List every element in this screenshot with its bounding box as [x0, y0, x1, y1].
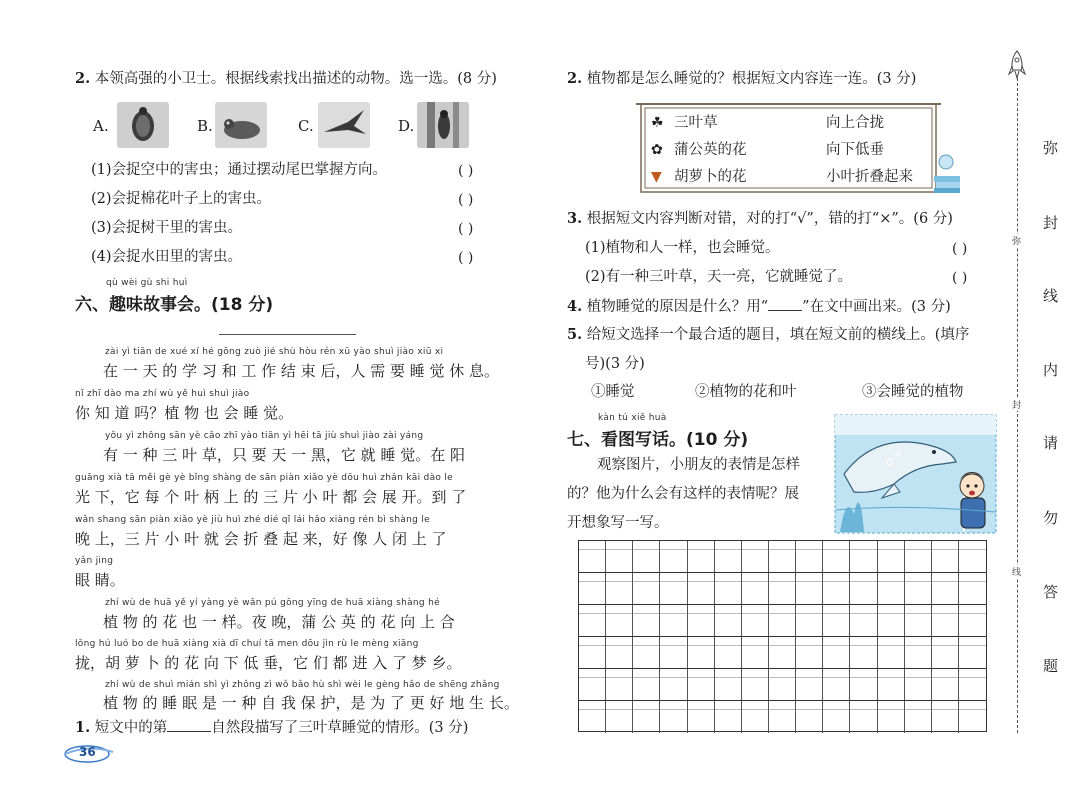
seal-char-7: 答: [1043, 583, 1059, 601]
section-6-title: 六、趣味故事会。(18 分): [75, 295, 274, 315]
grid-row[interactable]: [579, 637, 986, 669]
writing-grid[interactable]: [578, 540, 987, 732]
title-option-3[interactable]: ③会睡觉的植物: [862, 384, 964, 400]
seal-small-2: 封: [1012, 398, 1021, 411]
match-left-3[interactable]: 胡萝卜的花: [674, 169, 747, 185]
clue-3: (3)会捉树干里的害虫。: [91, 220, 243, 236]
passage-pinyin-7: zhí wù de huā yě yí yàng yè wǎn pú gōng yīng de huā xiàng shàng hé: [105, 598, 440, 608]
option-c-label: C.: [298, 117, 314, 135]
passage-pinyin-8: lǒng hú luó bo de huā xiàng xià dī chuí tā men dōu jìn rù le mèng xiāng: [75, 639, 419, 649]
passage-pinyin-3: yǒu yì zhǒng sān yè cǎo zhī yào tiān yì hēi tā jiù shuì jiào zài yáng: [105, 431, 424, 441]
seal-char-2: 封: [1043, 214, 1059, 232]
dandelion-icon: ✿: [651, 142, 663, 158]
swallow-photo-icon: [318, 102, 370, 148]
passage-line-4: 光 下，它 每 个 叶 柄 上 的 三 片 小 叶 都 会 展 开。到 了: [75, 488, 467, 506]
prompt-line-2: 的？他为什么会有这样的表情呢？展: [567, 486, 799, 502]
passage-line-7: 植 物 的 花 也 一 样。夜 晚，蒲 公 英 的 花 向 上 合: [103, 613, 455, 631]
question-3: 3. 根据短文内容判断对错，对的打“√”，错的打“×”。(6 分): [567, 210, 953, 227]
question-5: 5. 给短文选择一个最合适的题目，填在短文前的横线上。(填序: [567, 326, 970, 343]
judge-paren-2[interactable]: ( ): [952, 270, 968, 286]
clue-4: (4)会捉水田里的害虫。: [91, 249, 243, 265]
question-2-left: 2. 本领高强的小卫士。根据线索找出描述的动物。选一选。(8 分): [75, 70, 497, 87]
passage-pinyin-4: guāng xià tā měi gè yè bǐng shàng de sān piàn xiǎo yè dōu huì zhǎn kāi dào le: [75, 473, 453, 483]
match-right-2[interactable]: 向下低垂: [826, 142, 884, 158]
passage-pinyin-6: yǎn jing: [75, 556, 114, 566]
question-4: 4. 植物睡觉的原因是什么？用“ ”在文中画出来。(3 分): [567, 298, 951, 315]
passage-line-5: 晚 上，三 片 小 叶 就 会 折 叠 起 来，好 像 人 闭 上 了: [75, 530, 447, 548]
carrot-icon: ▼: [651, 169, 662, 185]
seal-small-1: 弥: [1012, 234, 1021, 247]
passage-line-2: 你 知 道 吗？植 物 也 会 睡 觉。: [75, 404, 294, 422]
passage-pinyin-2: nǐ zhī dào ma zhí wù yě huì shuì jiào: [75, 389, 250, 399]
match-right-3[interactable]: 小叶折叠起来: [826, 169, 913, 185]
question-1: 1. 短文中的第 自然段描写了三叶草睡觉的情形。(3 分): [75, 719, 469, 736]
grid-row[interactable]: [579, 573, 986, 605]
grid-row[interactable]: [579, 605, 986, 637]
option-b-label: B.: [197, 117, 213, 135]
woodpecker-photo-icon: [417, 102, 469, 148]
seal-char-4: 内: [1043, 361, 1059, 379]
grid-row[interactable]: [579, 669, 986, 701]
answer-paren-3[interactable]: ( ): [458, 221, 474, 237]
match-right-1[interactable]: 向上合拢: [826, 115, 884, 131]
passage-line-1: 在 一 天 的 学 习 和 工 作 结 束 后，人 需 要 睡 觉 休 息。: [103, 362, 500, 380]
passage-line-6: 眼 睛。: [75, 571, 125, 589]
books-decoration-icon: [932, 152, 962, 194]
question-2-right: 2. 植物都是怎么睡觉的？根据短文内容连一连。(3 分): [567, 70, 917, 87]
passage-pinyin-9: zhí wù de shuì mián shì yì zhǒng zì wǒ bǎo hù shì wèi le gèng hǎo de shēng zhǎng: [105, 680, 500, 690]
judge-paren-1[interactable]: ( ): [952, 241, 968, 257]
passage-line-3: 有 一 种 三 叶 草，只 要 天 一 黑，它 就 睡 觉。在 阳: [103, 446, 465, 464]
seal-char-8: 题: [1043, 657, 1059, 675]
prompt-line-1: 观察图片，小朋友的表情是怎样: [597, 457, 800, 473]
title-blank-line[interactable]: [219, 334, 356, 335]
clue-2: (2)会捉棉花叶子上的害虫。: [91, 191, 272, 207]
match-left-1[interactable]: 三叶草: [674, 115, 718, 131]
seal-char-1: 弥: [1043, 139, 1059, 157]
section-7-pinyin: kàn tú xiě huà: [598, 413, 667, 423]
prompt-line-3: 开想象写一写。: [567, 515, 669, 531]
passage-pinyin-1: zài yì tiān de xué xí hé gōng zuò jié shù hòu rén xū yào shuì jiào xiū xi: [105, 347, 444, 357]
title-option-2[interactable]: ②植物的花和叶: [695, 384, 797, 400]
option-d-label: D.: [398, 117, 415, 135]
grid-row[interactable]: [579, 701, 986, 733]
passage-line-8: 拢，胡 萝 卜 的 花 向 下 低 垂，它 们 都 进 入 了 梦 乡。: [75, 654, 462, 672]
question-5-cont: 号)(3 分): [585, 356, 645, 372]
seal-char-5: 请: [1043, 434, 1059, 452]
answer-paren-2[interactable]: ( ): [458, 192, 474, 208]
page-number-badge: [63, 742, 115, 764]
clover-icon: ☘: [651, 115, 664, 131]
rocket-icon: [1008, 50, 1026, 80]
clue-1: (1)会捉空中的害虫；通过摆动尾巴掌握方向。: [91, 162, 388, 178]
section-7-title: 七、看图写话。(10 分): [567, 430, 749, 450]
frog-photo-icon: [215, 102, 267, 148]
matching-board: [636, 100, 941, 197]
option-a-label: A.: [93, 117, 109, 135]
answer-paren-4[interactable]: ( ): [458, 250, 474, 266]
seal-char-3: 线: [1043, 287, 1059, 305]
aquarium-illustration: [834, 414, 997, 534]
underline-symbol: [768, 299, 802, 311]
judge-item-2: (2)有一种三叶草，天一亮，它就睡觉了。: [585, 269, 853, 285]
judge-item-1: (1)植物和人一样，也会睡觉。: [585, 240, 780, 256]
page-number: 36: [79, 745, 96, 759]
answer-paren-1[interactable]: ( ): [458, 163, 474, 179]
seal-char-6: 勿: [1043, 509, 1059, 527]
beetle-photo-icon: [117, 102, 169, 148]
match-left-2[interactable]: 蒲公英的花: [674, 142, 747, 158]
seal-small-3: 线: [1012, 565, 1021, 578]
passage-pinyin-5: wǎn shang sān piàn xiǎo yè jiù huì zhé dié qǐ lái hǎo xiàng rén bì shàng le: [75, 515, 430, 525]
title-option-1[interactable]: ①睡觉: [591, 384, 635, 400]
section-6-pinyin: qù wèi gù shi huì: [106, 278, 188, 288]
grid-row[interactable]: [579, 541, 986, 573]
paragraph-blank[interactable]: [167, 720, 211, 732]
passage-line-9: 植 物 的 睡 眠 是 一 种 自 我 保 护，是 为 了 更 好 地 生 长。: [103, 694, 519, 712]
